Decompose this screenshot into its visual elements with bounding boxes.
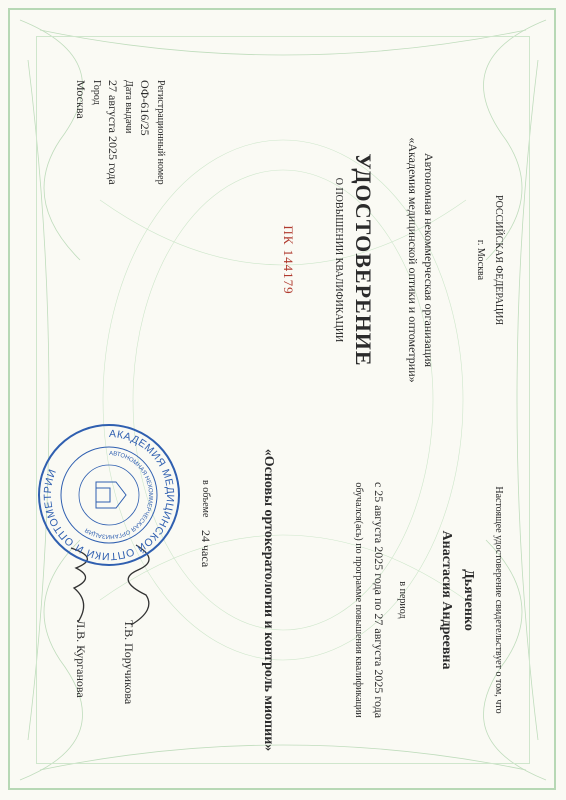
certifies-text: Настоящее удостоверение свидетельствует о том, что bbox=[493, 486, 504, 714]
series-number: ПК 144179 bbox=[281, 225, 296, 295]
signer-2: Л.В. Курганова bbox=[74, 620, 88, 698]
reg-number-value: ОФ-616/25 bbox=[138, 80, 152, 136]
svg-text:АКАДЕМИЯ МЕДИЦИНСКОЙ ОПТИКИ И bbox=[42, 428, 176, 562]
document-subtitle: О ПОВЫШЕНИИ КВАЛИФИКАЦИИ bbox=[333, 177, 344, 343]
seal-inner-text: АВТОНОМНАЯ НЕКОММЕРЧЕСКАЯ ОРГАНИЗАЦИЯ bbox=[84, 450, 154, 540]
document-title: УДОСТОВЕРЕНИЕ bbox=[351, 153, 376, 367]
seal-ring-text: АКАДЕМИЯ МЕДИЦИНСКОЙ ОПТИКИ И ОПТОМЕТРИИ bbox=[41, 427, 177, 563]
reg-number-label: Регистрационный номер bbox=[155, 80, 166, 185]
country-label: РОССИЙСКАЯ ФЕДЕРАЦИЯ bbox=[493, 194, 504, 326]
svg-text:АВТОНОМНАЯ НЕКОММЕРЧЕСКАЯ ОРГА bbox=[84, 451, 153, 539]
issue-date-label: Дата выдачи bbox=[123, 80, 134, 134]
city-label: Город bbox=[91, 80, 102, 105]
program-title: «Основы ортокератологии и контроль миопии» bbox=[261, 448, 276, 752]
city-value: Москва bbox=[74, 80, 88, 119]
surname: Дьяченко bbox=[461, 569, 476, 631]
volume-label: в объеме bbox=[200, 480, 211, 518]
given-name: Анастасия Андреевна bbox=[439, 530, 454, 670]
issue-date-value: 27 августа 2025 года bbox=[106, 80, 120, 185]
city-line: г. Москва bbox=[475, 239, 486, 281]
organization-seal bbox=[34, 420, 184, 570]
signer-1: Т.В. Поручикова bbox=[122, 620, 136, 705]
volume-value: 24 часа bbox=[199, 530, 213, 568]
period-label: в период bbox=[397, 581, 408, 619]
period-value: с 25 августа 2025 года по 27 августа 2025 года bbox=[372, 481, 386, 719]
org-line-1: Автономная некоммерческая организация bbox=[422, 152, 436, 368]
studied-text: обучался(ась) по программе повышения квалификации bbox=[353, 482, 364, 718]
org-line-2: «Академия медицинской оптики и оптометрии» bbox=[406, 137, 420, 383]
